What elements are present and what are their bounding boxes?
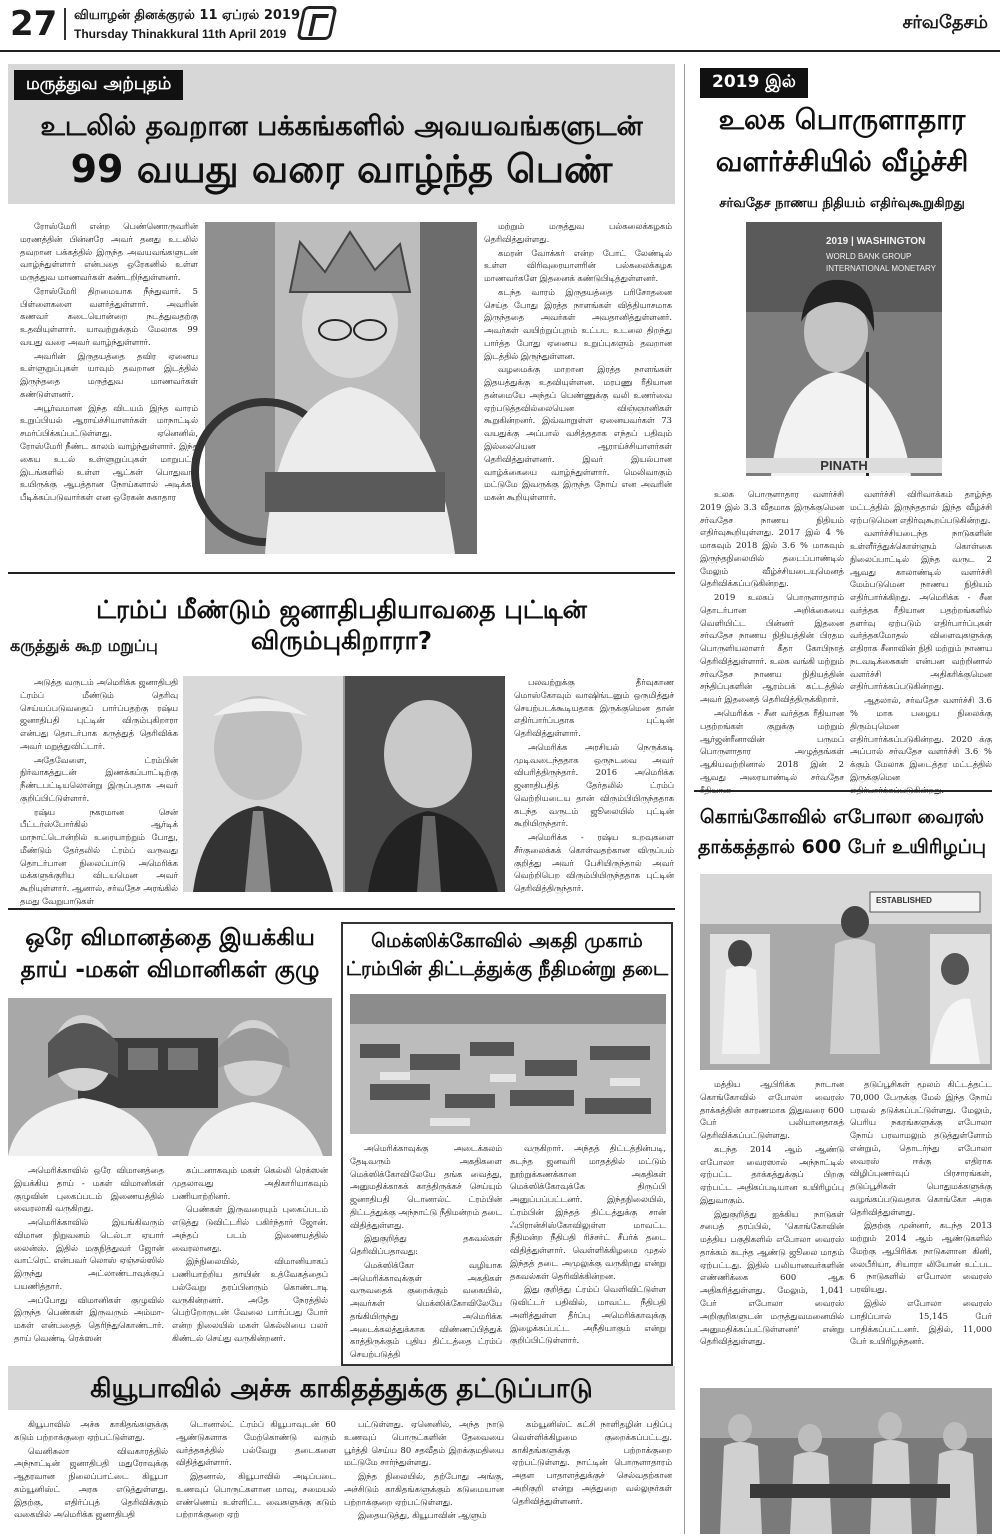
- paragraph: இதுகுறித்து தகவல்கள் தெரிவிப்பதாவது:: [350, 1233, 502, 1257]
- story-imf-col-2: [850, 488, 992, 782]
- paragraph: மற்றும் மருத்துவ பல்கலைக்கழகம் தெரிவித்துள்ளது.: [484, 221, 672, 244]
- story-ebola-col-1: [700, 1078, 844, 1380]
- paragraph: மத்திய ஆபிரிக்க நாடான கொங்கோவில் எபோலா வைரஸ் தாக்கத்தின் காரணமாக இதுவரை 600 பேர் பலியானதாகத் தெரிவிக்கப்பட்டுள்ளது.: [700, 1079, 844, 1141]
- paragraph: கப்டனாகவும் மகள் கெல்லி ரெக்ஸன் முதலாவது அதிகாரியாகவும் பணியாற்றினர்.: [172, 1165, 328, 1201]
- photo-text-4: PINATH: [746, 458, 942, 473]
- story-trump-headline: ட்ரம்ப் மீண்டும் ஜனாதிபதியாவதை புட்டின் விரும்புகிறாரா?: [96, 595, 587, 656]
- story-pilots-col-2: [172, 1164, 328, 1354]
- story-trump-col-1: [20, 676, 178, 907]
- story-organs-tag: மருத்துவ அற்புதம்: [14, 70, 183, 100]
- paragraph: அமெரிக்க அரசியல் நெருக்கடி முடிவடைந்ததாக ஒருநடவை அவர் விபரித்திருந்தார். 2016 அமெரிக்க ஜனாதிபதித் தேர்தலில் ட்ரம்ப் வெற்றியடைய தான் விரும்பியிருந்ததாக கடந்த வருடம் ஜூலையில் புட்டின் கூறியிருந்தார்.: [514, 741, 674, 829]
- story-imf-col-1: [700, 488, 844, 782]
- story-organs-col-1: [20, 220, 198, 560]
- story-organs-photo: [205, 222, 477, 554]
- header-rule: [0, 50, 1000, 52]
- trump-putin-image: [183, 676, 505, 892]
- paragraph: ரஷ்ய நகரமான சென் பீட்டர்ஸ்போர்கில் ஆர்டிக் மாநாட்டொன்றில் உரையாற்றும் போது, மீண்டும் தேர்தலில் ட்ரம்ப் வருவது தொடர்பான நிலைப்பாடு அமெரிக்க மக்களுக்குரிய விடயமென அவர் கூறியுள்ளார். ஆனால், சர்வதேச அரங்கில் தமது வேறுபாடுகள்: [20, 806, 178, 907]
- section-rule: [694, 790, 992, 792]
- paragraph: தடுப்பூசிகள் மூலம் கிட்டத்தட்ட 70,000 பேருக்கு மேல் இந்த நோய் பரவல் தடுக்கப்பட்டுள்ளது. மேலும், பெரிய நகரங்களுக்கு எபோலா நோய் பரவாமலும் தடுத்துள்ளோம் என்றும், தொடர்ந்து எபோலா வைரஸ் ஈக்கு எதிராக விழிப்புணர்வுப் பிரசாரங்கள், தடுப்பூசிகள் பொதுமக்களுக்கு வழங்கப்படுவதாக கொங்கோ அரசு தெரிவித்துள்ளது.: [850, 1079, 992, 1217]
- paragraph: கடந்த வாரம் இருதயத்தை பரிசோதனை செய்த போது இரத்த நாளங்கள் வித்தியாசமாக இருந்ததை அவர்கள் அவதானித்துள்ளனர். அவர்கள் வயிற்றுப்புறம் உட்பட உடலை திறந்து பார்த்த போது ஏனைய உறுப்புகளும் தவறான இடத்தில் இருந்துள்ளன.: [484, 286, 672, 361]
- story-pilots-photo: [8, 998, 332, 1156]
- paragraph: வளர்ச்சி விரிவாக்கம் தாழ்ந்த மட்டத்தில் இருந்ததால் இந்த வீழ்ச்சி ஏற்படுமென எதிர்வுகூறப்படுகின்றது.: [850, 489, 992, 525]
- section-name: சர்வதேசம்: [902, 12, 988, 33]
- story-ebola-col-2: [850, 1078, 992, 1380]
- story-ebola-photo: [700, 874, 992, 1070]
- paragraph: 2019 உலகப் பொருளாதாரம் தொடர்பான அறிக்கையை வெளியிட்ட பின்னர் இதனை சர்வதேச நாணய நிதியத்தின் பிரதம பொருளியலாளர் கீதா கோபிநாத் தெரிவித்துள்ளார். உலக வங்கி மற்றும் சர்வதேச நாணய நிதியத்தின் சந்திப்புகளின் ஆரம்பக் கட்டத்தில் அவர் இதனைத் தெரிவித்திருக்கிறார்.: [700, 592, 844, 705]
- story-organs-headline-1: உடலில் தவறான பக்கங்களில் அவயவங்களுடன்: [40, 111, 643, 142]
- story-imf-photo: [746, 222, 942, 476]
- paragraph: டொனால்ட் ட்ரம்ப் கியூபாவுடன் 60 ஆண்டுகளாக மேற்கொண்டு வரும் வர்த்தகத்தில் பல்வேறு தடைகளை விதித்துள்ளார்.: [176, 1419, 336, 1468]
- paragraph: ரோஸ்மேரி என்ற பெண்ணொருவரின் மரணத்தின் பின்னரே அவர் தனது உடலில் தவறான பக்கத்தில் இருந்த அவயவங்களுடன் வாழ்ந்துள்ளார் என்பதை ஒரேகனில் உள்ள மருத்துவ மாணவர்கள் கண்டறிந்துள்ளனர்.: [20, 221, 198, 283]
- story-cuba-col-4: [512, 1418, 672, 1536]
- paragraph: அமெரிக்க - சீன வர்த்தக ரீதியான பதற்றங்கள் குறுக்கு மற்றும் ஆர்ஜன்ரீனாவின் பருமப் பொருளாதார அழுத்தங்கள் ஆகியவற்றினால் 2018 இன் 2 ஆவது அரையாண்டில் சர்வதேச: [700, 708, 844, 782]
- paragraph: அப்போது விமானிகள் குழுவில் இருந்த பெண்கள் இருவரும் அம்மா- மகள் என்பதைத் தெரிந்துகொண்டார். தாய் வெண்டி ரெக்ஸன்: [14, 1294, 164, 1343]
- story-mexico-photo: [350, 994, 666, 1134]
- paragraph: வழமைக்கு மாறான இரத்த நாளங்கள் இதயத்துக்கு உதவியுள்ளன. மரபணு ரீதியான தன்மையே அந்தப் பெண்ணுக்கு வலி உணர்வை ஏற்படுத்தவில்லையென விஞ்ஞானிகள் கூறுகின்றனர். இவ்வாறுள்ள ஏனையவர்கள் 73 வயதுக்கு அப்பால் வசித்ததாக எந்தப் பதிவும் இல்லையென ஆராய்ச்சியாளர்கள் தெரிவித்துள்ளனர். இவர் இயல்பான வாழ்க்கையை வாழ்ந்துள்ளார். மெலிவாகும் மட்டுமே இவருக்கு இருந்த நோய் என அவரின் மகன் கூறியுள்ளார்.: [484, 364, 672, 503]
- paragraph: இதில் எபோலா வைரஸ் பாதிப்பால் 15,145 பேர் பாதிக்கப்பட்டனர். இதில், 11,000 பேர் உயிரிழந்தனர்.: [850, 1298, 992, 1347]
- story-ebola-headline-1: கொங்கோவில் எபோலா வைரஸ்: [699, 806, 985, 828]
- story-mexico-headline-1: மெக்ஸிக்கோவில் அகதி முகாம்: [371, 930, 643, 952]
- story-trump-photo: [183, 676, 505, 892]
- story-organs-col-2: [484, 220, 672, 560]
- ebola-treatment-center-image: [700, 874, 992, 1070]
- photo-text-2: WORLD BANK GROUP: [826, 252, 912, 261]
- story-mexico-col-2: [510, 1142, 666, 1362]
- story-organs-headline-2: 99 வயது வரை வாழ்ந்த பெண்: [70, 147, 613, 191]
- paragraph: இதற்கு முன்னர், கடந்த 2013 மற்றும் 2014 ஆம் ஆண்டுகளில் மேற்கு ஆபிரிக்க நாடுகளான கினி, லைபீரியா, சியாரா லியோன் உட்பட 6 நாடுகளில் எபோலா வைரஸ் பரவியது.: [850, 1220, 992, 1295]
- story-ebola-photo-2: [700, 1388, 992, 1534]
- header-date-english: Thursday Thinakkural 11th April 2019: [74, 27, 287, 41]
- paragraph: பெண்கள் இருவரையும் புகைப்படம் எடுத்து டுவிட்டரில் பகிர்ந்தார் ஜோன். அந்தப் படம் இணையத்தில் வைரலானது.: [172, 1204, 328, 1253]
- paragraph: இதனால், கியூபாவில் அடிப்படை உணவுப் பொருட்களான மாவு, சமையல் எண்ணெய் உள்ளிட்ட வைகளுக்கு கடும் பற்றாக்குறை ஏற்: [176, 1471, 336, 1520]
- paragraph: கமரன் வோக்கர் என்ற போட் லேண்டில் உள்ள விரிவுரையாளரின் பல்கலைக்கழக மாணவர்களே இதனைக் கண்டுபிடித்துள்ளனர்.: [484, 247, 672, 284]
- section-rule: [8, 908, 675, 910]
- story-cuba-headline: கியூபாவில் அச்சு காகிதத்துக்கு தட்டுப்பாடு: [90, 1374, 593, 1404]
- story-imf-subhead: சர்வதேச நாணய நிதியம் எதிர்வுகூறுகிறது: [719, 196, 965, 211]
- paragraph: வெனிசுலா விவகாரத்தில் அந்நாட்டின் ஜனாதிபதி மதுரோவுக்கு ஆதரவான நிலைப்பாட்டை கியூபா கம்யூனிஸ்ட் அரசு எடுத்துள்ளது. இதற்கு, எதிர்ப்புத் தெரிவிக்கும் வகையில் அமெரிக்க ஜனாதிபதி: [14, 1445, 168, 1520]
- refugee-camp-image: [350, 994, 666, 1134]
- paragraph: அதேவேளை, ட்ரம்பின் நிர்வாகத்துடன் இணக்கப்பாட்டிற்கு நீண்டபட்டியலொன்று இருப்பதாக அவர் குறிப்பிட்டுள்ளார்.: [20, 754, 178, 803]
- photo-text-3: INTERNATIONAL MONETARY: [826, 264, 936, 273]
- story-pilots-headline-1: ஒரே விமானத்தை இயக்கிய: [25, 925, 315, 951]
- paragraph: பலவற்றுக்கு தீர்வுகாண மொஸ்கோவும் வாஷிங்டனும் ஒருமித்துச் செயற்படக்கூடியதாக இருக்குமென தான் எதிர்பார்ப்பதாக புட்டின் தெரிவித்துள்ளார்.: [514, 677, 674, 739]
- paragraph: அடுத்த வருடம் அமெரிக்க ஜனாதிபதி ட்ரம்ப் மீண்டும் தெரிவு செய்யப்படுவதைப் பார்ப்பதற்கு ரஷ்ய ஜனாதிபதி புட்டின் விரும்புகிறாரா என்பது தொடர்பாக கருத்துத் தெரிவிக்க அவர் மறுத்துவிட்டார்.: [20, 677, 178, 751]
- paragraph: இதையடுத்து, கியூபாவின் ஆளும்: [358, 1510, 487, 1521]
- paragraph: அமெரிக்காவில் இயங்கிவரும் விமான நிறுவனம் டெல்டா ஏயார் லைன்ஸ். இதில் மகுநித்துவர் ஜோன் வாட்ரெட் என்பவர் லொஸ் ஏஞ்சல்ஸில் இருந்து அட்லாண்டாவுக்குப் பயணித்தார்.: [14, 1217, 164, 1291]
- paragraph: பட்டுள்ளது. ஏனெனில், அந்த நாடு உணவுப் பொருட்களின் தேவையை பூர்த்தி செய்ய 80 சதவீதம் இறக்குமதியை மட்டுமே சார்ந்துள்ளது.: [344, 1419, 504, 1468]
- story-cuba-col-3: [344, 1418, 504, 1536]
- story-imf-headline-1: உலக பொருளாதார: [718, 103, 966, 136]
- paragraph: அவரின் இருதயத்தை தவிர ஏனைய உள்ளுறுப்புகள் யாவும் தவறான இடத்தில் இருந்ததை மருத்துவ மாணவர்கள் கண்டுள்ளனர்.: [20, 350, 198, 399]
- story-mexico-headline-2: ட்ரம்பின் திட்டத்துக்கு நீதிமன்று தடை: [345, 958, 669, 980]
- paragraph: கம்யூனிஸ்ட் கட்சி நாளிதழின் பதிப்பு வெள்ளிக்கிழமை குறைக்கப்பட்டது. காகிதங்களுக்கு பற்றாக்குறை ஏற்பட்டுள்ளது. நாட்டின் பொருளாதாரம் அதள பாதாளத்துக்குச் செல்வதற்கான அறிகுறி என்று அத்துறை வல்லுநர்கள் தெரிவித்துள்ளனர்.: [512, 1419, 672, 1506]
- paragraph: ரோஸ்மேரி திறமையாக நீந்துவார். 5 பிள்ளைகளை வளர்த்துள்ளார். அவரின் கணவர் கடையொன்றை நடத்துவதற்கு உதவியுள்ளார். யாவற்றுக்கும் மேலாக 99 வயது வரை அவர் வாழ்ந்துள்ளார்.: [20, 285, 198, 347]
- paragraph: அமெரிக்காவுக்கு அடைக்கலம் தேடிவரும் அகதிகளை மெக்ஸிக்கோவிலேயே தங்க வைத்து, அனுமதிக்காகக் காத்திருக்கச் செய்யும் ஜனாதிபதி டொனால்ட் ட்ரம்பின் திட்டத்துக்கு அந்நாட்டு நீதிமன்றம் தடை விதித்துள்ளது.: [350, 1143, 502, 1230]
- paragraph: வளர்ச்சியடைந்த நாடுகளின் உள்ளீர்த்துக்கொள்ளும் கொள்கை நிலைப்பாட்டில் இந்த வருட 2 ஆவது காலாண்டில் வளர்ச்சி மேம்படுமென நாணய நிதியம் எதிர்பார்க்கிறது. அமெரிக்க - சீன வர்த்தக ரீதியான பதற்றங்களில் தளர்வு ஏற்படும் எதிர்பார்ப்புகள் வர்த்தகமோதல் விளைவுகளுக்கு எதிராக சீனாவின் நிதி மற்றும் நாணய நடவடிக்கைகள் என்பன வற்றினால் வளர்ச்சி அதிகரிக்குமென எதிர்பார்க்கப்படுகின்றது.: [850, 528, 992, 692]
- newspaper-logo-icon: [296, 6, 337, 40]
- column-divider: [684, 64, 685, 1534]
- paragraph: கியூபாவில் அச்சு காகிதங்களுக்கு கடும் பற்றாக்குறை ஏற்பட்டுள்ளது.: [14, 1419, 168, 1442]
- story-ebola-headline-2: தாக்கத்தால் 600 பேர் உயிரிழப்பு: [697, 836, 987, 858]
- paragraph: இந்த நிலையில், தற்போது அங்கு, அச்சிடும் காகிதங்களுக்கும் கடுமையான பற்றாக்குறை ஏற்பட்டுள்ளது.: [344, 1471, 504, 1507]
- page-number-divider: [64, 8, 66, 40]
- paragraph: இதுகுறித்து ஐக்கிய நாடுகள் சபைத் தரப்பில், 'கொங்கோவின் மத்திய பகுதிகளில் எபோலா வைரஸ் தாக்கம் கடந்த ஆண்டு ஜூலை மாதம் ஏற்பட்டது. இதில் பலியானவர்களின் எண்ணிக்கை 600 ஆக அதிகரித்துள்ளது. மேலும், 1,041 பேர் எபோலா வைரஸ் அறிகுறிகளுடன் மருத்துவமனையில் அனுமதிக்கப்பட்டுள்ளனர்' என்று தெரிவித்துள்ளது.: [700, 1208, 844, 1347]
- elderly-woman-birthday-image: [205, 222, 477, 554]
- section-rule: [8, 572, 675, 574]
- paragraph: அமெரிக்க - ரஷ்ய உறவுகளை சீர்குலைக்கக் கொள்வதற்கான விருப்பம் குறித்து அவர் பேசியிருந்தால் அவர் வெற்றிபெற விரும்பியிருந்ததாக புட்டின் தெரிவித்திருந்தார்.: [514, 832, 674, 894]
- photo-text-1: 2019 | WASHINGTON: [826, 236, 926, 247]
- story-cuba-col-1: [14, 1418, 168, 1536]
- story-cuba-col-2: [176, 1418, 336, 1536]
- health-workers-stretcher-image: [700, 1388, 992, 1534]
- paragraph: ஆதலால், சர்வதேச வளர்ச்சி 3.6 % மாக பழைய நிலைக்கு திரும்புமென எதிர்பார்க்கப்படுகின்றது. 2020 க்கு அப்பால் சர்வதேச வளர்ச்சி 3.6 % க்கும் மேலாக இடைத்தர மட்டத்தில் இருக்குமென: [850, 695, 992, 782]
- mother-daughter-pilots-image: [8, 998, 332, 1156]
- story-trump-subhead: கருத்துக் கூற மறுப்பு: [10, 636, 158, 655]
- paragraph: மெக்ஸிக்கோ வழியாக அமெரிக்காவுக்குள் அகதிகள் வருவதைக் குறைக்கும் வகையில், அவர்கள் மெக்ஸிக்கோவிலேயே தங்கியிருந்து அமெரிக்க அடைக்கலத்துக்காக விண்ணப்பித்துக் காத்திருக்கும் புதிய திட்டத்தை ட்ரம்ப் செயற்படுத்தி: [350, 1259, 502, 1360]
- photo-banner-text: ESTABLISHED: [876, 896, 932, 905]
- story-trump-col-2: [514, 676, 674, 896]
- paragraph: அபூர்வமான இந்த விடயம் இந்த வாரம் உறுப்பியல் ஆராய்ச்சியாளர்கள் மாநாட்டில் சமர்ப்பிக்கப்பட்டுள்ளது. ஏனெனில், ரோஸ்மேரி நீண்ட காலம் வாழ்ந்துள்ளார். இந்த கைய உடல் உள்ளுறுப்புகள் மாறுபட்ட இடங்களில் உள்ள ஆட்கள் பொதுவாக உயிருக்கு ஆபத்தான நோய்களால் அடிக்கடி பீடிக்கப்படுவார்கள் என ஒரேகன் சுகாதார: [20, 402, 198, 503]
- page-number: 27: [10, 4, 58, 44]
- header-date-tamil: வியாழன் தினக்குரல் 11 ஏப்ரல் 2019: [74, 8, 301, 23]
- paragraph: இது குறித்து ட்ரம்ப் வெளிவிட்டுள்ள டுவிட்டர் பதிவில், மாவட்ட நீதிபதி அளித்துள்ள தீர்ப்பு அமெரிக்காவுக்கு இழைக்கப்பட்ட அநீதியாகும் என்று குறிப்பிட்டுள்ளார்.: [510, 1284, 666, 1346]
- paragraph: உலக பொருளாதார வளர்ச்சி 2019 இல் 3.3 வீதமாக இருக்குமென சர்வதேச நாணய நிதியம் எதிர்வுகூறியுள்ளது. 2017 இல் 4 % மாகவும் 2018 இல் 3.6 % மாகவும் இருந்தநிலையில் தடைப்பாண்டில் மேலும் வீழ்ச்சியடையுமெனத் தெரிவிக்கப்படுகின்றது.: [700, 489, 844, 589]
- story-pilots-col-1: [14, 1164, 164, 1354]
- paragraph: வருகிறார். அந்தத் திட்டத்தின்படி, கடந்த ஜனவரி மாதத்தில் மட்டும் நூற்றுக்கணக்கான அகதிகள் மெக்ஸிக்கோவுக்கே திருப்பி அனுப்பப்பட்டனர். இந்தநிலையில், ட்ரம்பின் இந்தத் திட்டத்துக்கு சான் ஃபிரான்சிஸ்கோவிலுள்ள மாவட்ட நீதிமன்ற நீதிபதி ரிச்சர்ட் சீபர்க் தடை விதித்துள்ளார். வெள்ளிக்கிழமை முதல் இந்தத் தடை அமுலுக்கு வருகிறது என்று தகவல்கள் தெரிவிக்கின்றன.: [510, 1143, 666, 1281]
- story-mexico-col-1: [350, 1142, 502, 1362]
- paragraph: கடந்த 2014 ஆம் ஆண்டு எபோலா வைரஸால் அந்நாட்டில் ஏற்பட்ட தாக்கத்துக்குப் பிறகு ஏற்பட்ட அதிகப்படியான உயிரிழப்பு இதுவாகும்.: [700, 1143, 844, 1205]
- paragraph: இந்நிலையில், விமானியாகப் பணியாற்றிய தாயின் உத்வேகத்தைப் பல்வேறு தரப்பினரும் கொண்டாடி வருகின்றனர். அதே நேரத்தில் பெற்றோருடன் வேலை பார்ப்பது போர் என்ற நிலையில் மகள் கெல்லியை பலர் கிண்டல் செய்து வருகின்றனர்.: [172, 1256, 328, 1343]
- story-imf-tag: 2019 இல்: [700, 68, 808, 98]
- story-pilots-headline-2: தாய் -மகள் விமானிகள் குழு: [20, 957, 320, 983]
- story-imf-headline-2: வளர்ச்சியில் வீழ்ச்சி: [715, 145, 969, 178]
- paragraph: அமெரிக்காவில் ஒரே விமானத்தை இயக்கிய தாய் - மகள் விமானிகள் குழுவின் புகைப்படம் இணையத்தில் வைரலாகி வருகிறது.: [14, 1165, 164, 1214]
